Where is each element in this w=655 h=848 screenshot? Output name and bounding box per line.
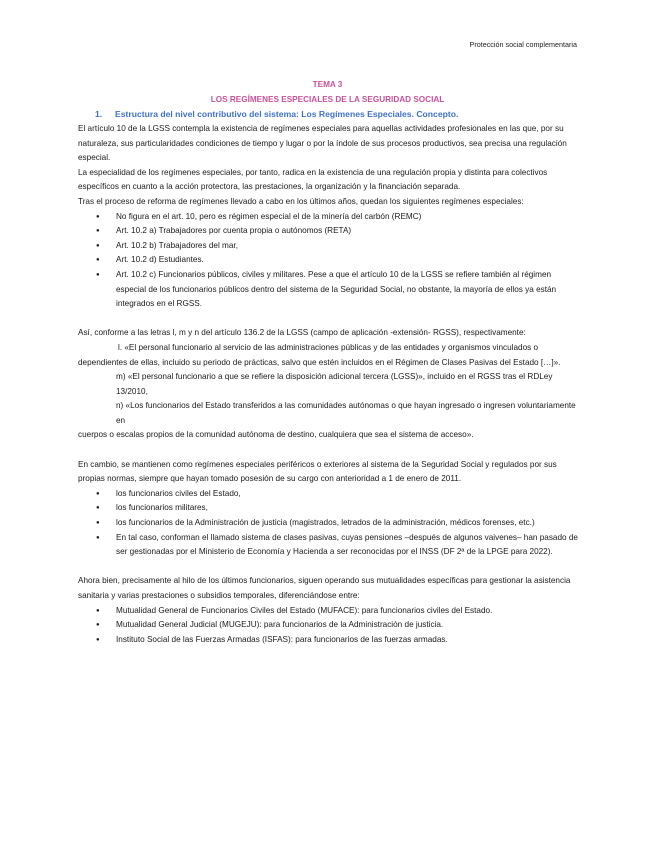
section-heading [95, 109, 458, 119]
regimes-list [78, 210, 578, 312]
letter-n-paragraph: n) «Los funcionarios del Estado transferidos a las comunidades autónomas o que hayan ingresado o ingresen voluntariamente en [116, 401, 576, 425]
paragraph: La especialidad de los regímenes especiales, por tanto, radica en la existencia de una regulación propia y distinta para colectivos específicos en cuanto a la acción protectora, las prestaciones, la organización y la financiación separada. [78, 167, 548, 192]
civil-servants-list [78, 487, 578, 560]
letter-m-paragraph: m) «El personal funcionario a que se refiere la disposición adicional tercera (LGSS)», incluido en el RGSS tras el RDLey 13/2010, [116, 372, 553, 396]
document-subtitle: LOS REGÍMENES ESPECIALES DE LA SEGURIDAD SOCIAL [210, 95, 445, 104]
paragraph: Ahora bien, precisamente al hilo de los últimos funcionarios, siguen operando sus mutualidades específicas para gestionar la asistencia sanitaria y varias prestaciones o subsidios temporales, diferenciándose entre: [78, 576, 571, 600]
list-item: ● Instituto Social de las Fuerzas Armadas (ISFAS): para funcionarios de las fuerzas armadas. [116, 633, 578, 648]
list-item: ● los funcionarios civiles del Estado, [116, 487, 578, 502]
letter-l-prefix: l. [118, 342, 123, 352]
list-item: ● Art. 10.2 d) Estudiantes. [116, 253, 578, 268]
section-text: Estructura del nivel contributivo del sistema: Los Regímenes Especiales. Concepto. [115, 109, 459, 119]
paragraph: Tras el proceso de reforma de regímenes llevado a cabo en los últimos años, quedan los siguientes regímenes especiales: [78, 196, 524, 206]
list-item: ● En tal caso, conforman el llamado sistema de clases pasivas, cuyas pensiones –después de algunos vaivenes– han pasado de ser gestionadas por el Ministerio de Economía y Hacienda a ser reconocidas por el INSS (DF 2ª de la LPGE para 2022). [116, 531, 578, 560]
list-item: ● Mutualidad General Judicial (MUGEJU): para funcionarios de la Administración de justicia. [116, 618, 578, 633]
letter-l-text: «El personal funcionario al servicio de las administraciones públicas y de las entidades y organismos vinculados o dependientes de ellas, incluido su periodo de prácticas, salvo que estén incluidos en el Régimen de Clases Pasivas del Estado […]». [78, 342, 561, 367]
running-header: Protección social complementaria [469, 40, 577, 49]
list-item: ● No figura en el art. 10, pero es régimen especial el de la minería del carbón (REMC) [116, 210, 578, 225]
list-item: ● Art. 10.2 a) Trabajadores por cuenta propia o autónomos (RETA) [116, 224, 578, 239]
paragraph: Así, conforme a las letras l, m y n del artículo 136.2 de la LGSS (campo de aplicación -extensión- RGSS), respectivamente: [78, 328, 526, 338]
list-item: ● los funcionarios de la Administración de justicia (magistrados, letrados de la administración, médicos forenses, etc.) [116, 516, 578, 531]
paragraph: cuerpos o escalas propios de la comunidad autónoma de destino, cualquiera que sea el sistema de acceso». [78, 430, 474, 440]
document-title: TEMA 3 [312, 80, 343, 89]
paragraph: En cambio, se mantienen como regímenes especiales periféricos o exteriores al sistema de la Seguridad Social y regulados por sus propias normas, siempre que hayan tomado posesión de su cargo con anterioridad a 1 de enero de 2011. [78, 459, 557, 484]
list-item: ● los funcionarios militares, [116, 501, 578, 516]
document-body [78, 122, 578, 647]
mutualities-list [78, 604, 578, 648]
list-item: ● Mutualidad General de Funcionarios Civiles del Estado (MUFACE): para funcionarios civiles del Estado. [116, 604, 578, 619]
list-item: ● Art. 10.2 c) Funcionarios públicos, civiles y militares. Pese a que el artículo 10 de la LGSS se refiere también al régimen especial de los funcionarios públicos dentro del sistema de la Seguridad Social, no obstante, la mayoría de ellos ya están integrados en el RGSS. [116, 268, 578, 312]
paragraph: El artículo 10 de la LGSS contempla la existencia de regímenes especiales para aquellas actividades profesionales en las que, por su naturaleza, sus particularidades condiciones de tiempo y lugar o por la índole de sus procesos productivos, sea precisa una regulación especial. [78, 124, 567, 163]
letter-l-paragraph [78, 341, 578, 370]
list-item: ● Art. 10.2 b) Trabajadores del mar, [116, 239, 578, 254]
section-number: 1. [95, 109, 103, 119]
